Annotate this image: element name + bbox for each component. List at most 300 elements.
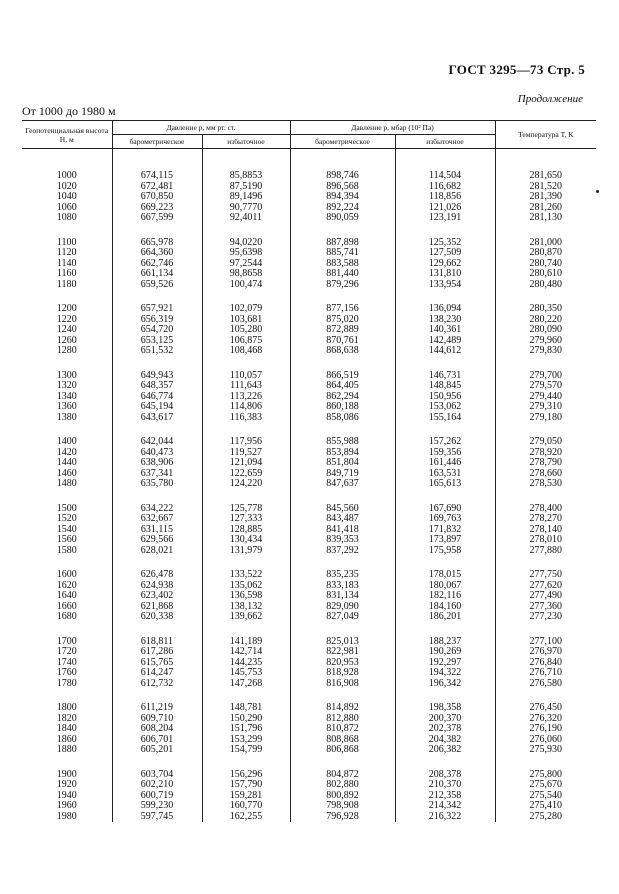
barometric-mmhg-cell: 642,044 bbox=[112, 437, 202, 448]
table-row bbox=[22, 280, 596, 291]
spacer-cell bbox=[22, 357, 112, 371]
excess-mbar-cell: 131,810 bbox=[395, 269, 495, 280]
excess-mbar-cell: 178,015 bbox=[395, 570, 495, 581]
table-row bbox=[22, 546, 596, 557]
excess-mbar-cell: 212,358 bbox=[395, 791, 495, 802]
temperature-cell: 281,390 bbox=[495, 192, 596, 203]
height-cell: 1060 bbox=[22, 203, 112, 214]
height-cell: 1900 bbox=[22, 770, 112, 781]
group-spacer bbox=[22, 689, 596, 703]
excess-mbar-cell: 146,731 bbox=[395, 371, 495, 382]
excess-mbar-cell: 202,378 bbox=[395, 724, 495, 735]
excess-mmhg-cell: 133,522 bbox=[202, 570, 290, 581]
height-cell: 1400 bbox=[22, 437, 112, 448]
spacer-cell bbox=[202, 290, 290, 304]
spacer-cell bbox=[395, 623, 495, 637]
excess-mbar-cell: 114,504 bbox=[395, 171, 495, 182]
barometric-mbar-cell: 868,638 bbox=[290, 346, 395, 357]
table-row bbox=[22, 735, 596, 746]
excess-mbar-cell: 188,237 bbox=[395, 637, 495, 648]
barometric-mmhg-cell: 618,811 bbox=[112, 637, 202, 648]
excess-mbar-cell: 171,832 bbox=[395, 525, 495, 536]
excess-mbar-cell: 169,763 bbox=[395, 514, 495, 525]
height-cell: 1680 bbox=[22, 612, 112, 623]
spacer-cell bbox=[112, 556, 202, 570]
temperature-cell: 277,620 bbox=[495, 581, 596, 592]
table-row bbox=[22, 504, 596, 515]
temperature-cell: 275,540 bbox=[495, 791, 596, 802]
barometric-mmhg-cell: 629,566 bbox=[112, 535, 202, 546]
barometric-mmhg-cell: 628,021 bbox=[112, 546, 202, 557]
excess-mbar-cell: 182,116 bbox=[395, 591, 495, 602]
barometric-mmhg-cell: 624,938 bbox=[112, 581, 202, 592]
barometric-mbar-cell: 896,568 bbox=[290, 182, 395, 193]
table-row bbox=[22, 336, 596, 347]
excess-mbar-cell: 144,612 bbox=[395, 346, 495, 357]
sub-excess-mmhg: избыточное bbox=[202, 135, 290, 149]
excess-mmhg-cell: 128,885 bbox=[202, 525, 290, 536]
spacer-cell bbox=[395, 756, 495, 770]
excess-mbar-cell: 142,489 bbox=[395, 336, 495, 347]
doc-code: ГОСТ 3295—73 bbox=[448, 62, 544, 77]
table-row bbox=[22, 647, 596, 658]
excess-mbar-cell: 129,662 bbox=[395, 259, 495, 270]
barometric-mmhg-cell: 623,402 bbox=[112, 591, 202, 602]
temperature-cell: 278,270 bbox=[495, 514, 596, 525]
barometric-mmhg-cell: 674,115 bbox=[112, 171, 202, 182]
temperature-cell: 280,090 bbox=[495, 325, 596, 336]
barometric-mmhg-cell: 635,780 bbox=[112, 479, 202, 490]
spacer-cell bbox=[22, 623, 112, 637]
barometric-mbar-cell: 808,868 bbox=[290, 735, 395, 746]
barometric-mbar-cell: 892,224 bbox=[290, 203, 395, 214]
spacer-cell bbox=[22, 490, 112, 504]
table-row bbox=[22, 371, 596, 382]
table-row bbox=[22, 325, 596, 336]
height-cell: 1740 bbox=[22, 658, 112, 669]
height-cell: 1820 bbox=[22, 714, 112, 725]
barometric-mmhg-cell: 621,868 bbox=[112, 602, 202, 613]
excess-mbar-cell: 136,094 bbox=[395, 304, 495, 315]
excess-mmhg-cell: 141,189 bbox=[202, 637, 290, 648]
temperature-cell: 280,870 bbox=[495, 248, 596, 259]
temperature-cell: 276,060 bbox=[495, 735, 596, 746]
group-mmhg-header: Давление p, мм рт. ст. bbox=[112, 121, 290, 135]
excess-mmhg-cell: 108,468 bbox=[202, 346, 290, 357]
group-spacer bbox=[22, 423, 596, 437]
barometric-mmhg-cell: 648,357 bbox=[112, 381, 202, 392]
excess-mmhg-cell: 157,790 bbox=[202, 780, 290, 791]
barometric-mmhg-cell: 656,319 bbox=[112, 315, 202, 326]
barometric-mbar-cell: 822,981 bbox=[290, 647, 395, 658]
spacer-cell bbox=[202, 756, 290, 770]
barometric-mbar-cell: 890,059 bbox=[290, 213, 395, 224]
spacer-cell bbox=[495, 357, 596, 371]
table-row bbox=[22, 469, 596, 480]
excess-mmhg-cell: 114,806 bbox=[202, 402, 290, 413]
excess-mmhg-cell: 111,643 bbox=[202, 381, 290, 392]
spacer-cell bbox=[495, 756, 596, 770]
height-cell: 1420 bbox=[22, 448, 112, 459]
excess-mbar-cell: 161,446 bbox=[395, 458, 495, 469]
table-row bbox=[22, 591, 596, 602]
spacer-cell bbox=[290, 290, 395, 304]
temperature-cell: 278,920 bbox=[495, 448, 596, 459]
barometric-mbar-cell: 849,719 bbox=[290, 469, 395, 480]
excess-mmhg-cell: 160,770 bbox=[202, 801, 290, 812]
table-body bbox=[22, 149, 596, 823]
barometric-mbar-cell: 835,235 bbox=[290, 570, 395, 581]
spacer-cell bbox=[495, 290, 596, 304]
height-cell: 1660 bbox=[22, 602, 112, 613]
temperature-cell: 276,580 bbox=[495, 679, 596, 690]
table-row bbox=[22, 437, 596, 448]
temperature-cell: 277,230 bbox=[495, 612, 596, 623]
height-cell: 1340 bbox=[22, 392, 112, 403]
barometric-mbar-cell: 843,487 bbox=[290, 514, 395, 525]
barometric-mmhg-cell: 600,719 bbox=[112, 791, 202, 802]
page-label: Стр. 5 bbox=[547, 62, 585, 77]
excess-mbar-cell: 204,382 bbox=[395, 735, 495, 746]
table-row bbox=[22, 413, 596, 424]
barometric-mbar-cell: 894,394 bbox=[290, 192, 395, 203]
barometric-mmhg-cell: 643,617 bbox=[112, 413, 202, 424]
spacer-cell bbox=[290, 224, 395, 238]
excess-mmhg-cell: 98,8658 bbox=[202, 269, 290, 280]
temperature-cell: 281,130 bbox=[495, 213, 596, 224]
spacer-cell bbox=[290, 556, 395, 570]
spacer-cell bbox=[395, 224, 495, 238]
excess-mmhg-cell: 136,598 bbox=[202, 591, 290, 602]
barometric-mmhg-cell: 653,125 bbox=[112, 336, 202, 347]
excess-mmhg-cell: 103,681 bbox=[202, 315, 290, 326]
excess-mbar-cell: 210,370 bbox=[395, 780, 495, 791]
barometric-mbar-cell: 879,296 bbox=[290, 280, 395, 291]
barometric-mmhg-cell: 664,360 bbox=[112, 248, 202, 259]
height-cell: 1520 bbox=[22, 514, 112, 525]
barometric-mmhg-cell: 599,230 bbox=[112, 801, 202, 812]
excess-mmhg-cell: 90,7770 bbox=[202, 203, 290, 214]
temperature-cell: 275,410 bbox=[495, 801, 596, 812]
barometric-mmhg-cell: 611,219 bbox=[112, 703, 202, 714]
barometric-mbar-cell: 800,892 bbox=[290, 791, 395, 802]
table-row bbox=[22, 535, 596, 546]
group-spacer bbox=[22, 556, 596, 570]
table-row bbox=[22, 458, 596, 469]
height-cell: 1540 bbox=[22, 525, 112, 536]
spacer-cell bbox=[495, 490, 596, 504]
temperature-cell: 279,960 bbox=[495, 336, 596, 347]
height-cell: 1980 bbox=[22, 812, 112, 823]
group-spacer bbox=[22, 224, 596, 238]
excess-mmhg-cell: 117,956 bbox=[202, 437, 290, 448]
barometric-mbar-cell: 837,292 bbox=[290, 546, 395, 557]
barometric-mmhg-cell: 654,720 bbox=[112, 325, 202, 336]
temperature-cell: 279,050 bbox=[495, 437, 596, 448]
spacer-cell bbox=[495, 689, 596, 703]
temperature-cell: 277,490 bbox=[495, 591, 596, 602]
excess-mbar-cell: 163,531 bbox=[395, 469, 495, 480]
excess-mbar-cell: 216,322 bbox=[395, 812, 495, 823]
page-header bbox=[449, 62, 586, 78]
temperature-cell: 276,320 bbox=[495, 714, 596, 725]
height-cell: 1880 bbox=[22, 745, 112, 756]
temperature-cell: 277,750 bbox=[495, 570, 596, 581]
spacer-cell bbox=[22, 689, 112, 703]
excess-mmhg-cell: 147,268 bbox=[202, 679, 290, 690]
excess-mmhg-cell: 85,8853 bbox=[202, 171, 290, 182]
excess-mmhg-cell: 113,226 bbox=[202, 392, 290, 403]
table-row bbox=[22, 346, 596, 357]
barometric-mmhg-cell: 615,765 bbox=[112, 658, 202, 669]
col-height-header: Геопотенциальная высота H, м bbox=[22, 121, 112, 149]
barometric-mbar-cell: 802,880 bbox=[290, 780, 395, 791]
barometric-mbar-cell: 839,353 bbox=[290, 535, 395, 546]
excess-mmhg-cell: 127,333 bbox=[202, 514, 290, 525]
table-row bbox=[22, 745, 596, 756]
barometric-mbar-cell: 870,761 bbox=[290, 336, 395, 347]
table-row bbox=[22, 714, 596, 725]
barometric-mbar-cell: 806,868 bbox=[290, 745, 395, 756]
temperature-cell: 277,360 bbox=[495, 602, 596, 613]
spacer-cell bbox=[290, 149, 395, 172]
barometric-mbar-cell: 845,560 bbox=[290, 504, 395, 515]
temperature-cell: 281,520 bbox=[495, 182, 596, 193]
barometric-mbar-cell: 833,183 bbox=[290, 581, 395, 592]
spacer-cell bbox=[290, 623, 395, 637]
spacer-cell bbox=[290, 490, 395, 504]
barometric-mmhg-cell: 638,906 bbox=[112, 458, 202, 469]
temperature-cell: 275,930 bbox=[495, 745, 596, 756]
height-cell: 1960 bbox=[22, 801, 112, 812]
col-temp-header: Температура T, К bbox=[495, 121, 596, 149]
temperature-cell: 280,610 bbox=[495, 269, 596, 280]
spacer-cell bbox=[22, 290, 112, 304]
spacer-cell bbox=[290, 357, 395, 371]
table-row bbox=[22, 402, 596, 413]
barometric-mbar-cell: 818,928 bbox=[290, 668, 395, 679]
spacer-cell bbox=[112, 490, 202, 504]
barometric-mbar-cell: 796,928 bbox=[290, 812, 395, 823]
table-row bbox=[22, 259, 596, 270]
barometric-mmhg-cell: 665,978 bbox=[112, 238, 202, 249]
spacer-cell bbox=[112, 357, 202, 371]
barometric-mbar-cell: 860,188 bbox=[290, 402, 395, 413]
excess-mmhg-cell: 106,875 bbox=[202, 336, 290, 347]
temperature-cell: 279,830 bbox=[495, 346, 596, 357]
table-row bbox=[22, 668, 596, 679]
table-row bbox=[22, 791, 596, 802]
barometric-mmhg-cell: 657,921 bbox=[112, 304, 202, 315]
excess-mmhg-cell: 119,527 bbox=[202, 448, 290, 459]
excess-mmhg-cell: 154,799 bbox=[202, 745, 290, 756]
height-cell: 1700 bbox=[22, 637, 112, 648]
spacer-cell bbox=[22, 423, 112, 437]
barometric-mmhg-cell: 634,222 bbox=[112, 504, 202, 515]
excess-mmhg-cell: 89,1496 bbox=[202, 192, 290, 203]
excess-mmhg-cell: 105,280 bbox=[202, 325, 290, 336]
barometric-mbar-cell: 814,892 bbox=[290, 703, 395, 714]
temperature-cell: 278,530 bbox=[495, 479, 596, 490]
temperature-cell: 276,710 bbox=[495, 668, 596, 679]
spacer-cell bbox=[495, 623, 596, 637]
table-row bbox=[22, 304, 596, 315]
temperature-cell: 276,190 bbox=[495, 724, 596, 735]
spacer-cell bbox=[202, 357, 290, 371]
barometric-mmhg-cell: 669,223 bbox=[112, 203, 202, 214]
excess-mbar-cell: 127,509 bbox=[395, 248, 495, 259]
excess-mmhg-cell: 100,474 bbox=[202, 280, 290, 291]
barometric-mbar-cell: 847,637 bbox=[290, 479, 395, 490]
table-row bbox=[22, 812, 596, 823]
height-cell: 1260 bbox=[22, 336, 112, 347]
table-row bbox=[22, 269, 596, 280]
table-row bbox=[22, 192, 596, 203]
barometric-mbar-cell: 858,086 bbox=[290, 413, 395, 424]
barometric-mmhg-cell: 672,481 bbox=[112, 182, 202, 193]
spacer-cell bbox=[495, 149, 596, 172]
excess-mbar-cell: 140,361 bbox=[395, 325, 495, 336]
height-cell: 1000 bbox=[22, 171, 112, 182]
atmosphere-table bbox=[22, 120, 596, 822]
table-row bbox=[22, 679, 596, 690]
excess-mbar-cell: 121,026 bbox=[395, 203, 495, 214]
barometric-mmhg-cell: 620,338 bbox=[112, 612, 202, 623]
sub-excess-mbar: избыточное bbox=[395, 135, 495, 149]
excess-mmhg-cell: 92,4011 bbox=[202, 213, 290, 224]
table-row bbox=[22, 213, 596, 224]
barometric-mmhg-cell: 637,341 bbox=[112, 469, 202, 480]
excess-mbar-cell: 175,958 bbox=[395, 546, 495, 557]
spacer-cell bbox=[290, 423, 395, 437]
table-row bbox=[22, 780, 596, 791]
excess-mmhg-cell: 159,281 bbox=[202, 791, 290, 802]
spacer-cell bbox=[202, 623, 290, 637]
height-cell: 1380 bbox=[22, 413, 112, 424]
excess-mmhg-cell: 124,220 bbox=[202, 479, 290, 490]
height-cell: 1780 bbox=[22, 679, 112, 690]
excess-mmhg-cell: 87,5190 bbox=[202, 182, 290, 193]
table-row bbox=[22, 724, 596, 735]
excess-mbar-cell: 190,269 bbox=[395, 647, 495, 658]
group-mbar-header: Давление p, мбар (10² Па) bbox=[290, 121, 495, 135]
spacer-cell bbox=[202, 149, 290, 172]
excess-mmhg-cell: 116,383 bbox=[202, 413, 290, 424]
temperature-cell: 276,970 bbox=[495, 647, 596, 658]
table-row bbox=[22, 171, 596, 182]
excess-mbar-cell: 165,613 bbox=[395, 479, 495, 490]
excess-mmhg-cell: 94,0220 bbox=[202, 238, 290, 249]
excess-mmhg-cell: 148,781 bbox=[202, 703, 290, 714]
excess-mbar-cell: 123,191 bbox=[395, 213, 495, 224]
spacer-cell bbox=[22, 224, 112, 238]
barometric-mbar-cell: 885,741 bbox=[290, 248, 395, 259]
excess-mmhg-cell: 151,796 bbox=[202, 724, 290, 735]
height-cell: 1500 bbox=[22, 504, 112, 515]
barometric-mbar-cell: 881,440 bbox=[290, 269, 395, 280]
height-cell: 1800 bbox=[22, 703, 112, 714]
temperature-cell: 280,220 bbox=[495, 315, 596, 326]
barometric-mbar-cell: 825,013 bbox=[290, 637, 395, 648]
excess-mbar-cell: 167,690 bbox=[395, 504, 495, 515]
spacer-cell bbox=[112, 623, 202, 637]
table-row bbox=[22, 479, 596, 490]
excess-mbar-cell: 184,160 bbox=[395, 602, 495, 613]
range-title: От 1000 до 1980 м bbox=[22, 104, 116, 118]
barometric-mbar-cell: 798,908 bbox=[290, 801, 395, 812]
height-cell: 1320 bbox=[22, 381, 112, 392]
table-row bbox=[22, 637, 596, 648]
barometric-mmhg-cell: 603,704 bbox=[112, 770, 202, 781]
excess-mmhg-cell: 145,753 bbox=[202, 668, 290, 679]
barometric-mmhg-cell: 617,286 bbox=[112, 647, 202, 658]
barometric-mmhg-cell: 614,247 bbox=[112, 668, 202, 679]
temperature-cell: 276,840 bbox=[495, 658, 596, 669]
sub-barometric-mbar: барометрическое bbox=[290, 135, 395, 149]
temperature-cell: 275,800 bbox=[495, 770, 596, 781]
height-cell: 1860 bbox=[22, 735, 112, 746]
table-row bbox=[22, 570, 596, 581]
continuation-label: Продолжение bbox=[517, 93, 583, 105]
spacer-cell bbox=[495, 423, 596, 437]
temperature-cell: 278,790 bbox=[495, 458, 596, 469]
excess-mmhg-cell: 156,296 bbox=[202, 770, 290, 781]
height-cell: 1100 bbox=[22, 238, 112, 249]
spacer-cell bbox=[202, 490, 290, 504]
temperature-cell: 279,570 bbox=[495, 381, 596, 392]
excess-mbar-cell: 150,956 bbox=[395, 392, 495, 403]
temperature-cell: 280,480 bbox=[495, 280, 596, 291]
height-cell: 1280 bbox=[22, 346, 112, 357]
height-cell: 1920 bbox=[22, 780, 112, 791]
temperature-cell: 278,140 bbox=[495, 525, 596, 536]
height-cell: 1760 bbox=[22, 668, 112, 679]
barometric-mmhg-cell: 661,134 bbox=[112, 269, 202, 280]
height-cell: 1240 bbox=[22, 325, 112, 336]
spacer-cell bbox=[202, 423, 290, 437]
table-row bbox=[22, 381, 596, 392]
table-row bbox=[22, 612, 596, 623]
barometric-mmhg-cell: 612,732 bbox=[112, 679, 202, 690]
temperature-cell: 281,260 bbox=[495, 203, 596, 214]
excess-mbar-cell: 208,378 bbox=[395, 770, 495, 781]
table-row bbox=[22, 238, 596, 249]
excess-mmhg-cell: 138,132 bbox=[202, 602, 290, 613]
spacer-cell bbox=[112, 689, 202, 703]
table-row bbox=[22, 770, 596, 781]
excess-mbar-cell: 153,062 bbox=[395, 402, 495, 413]
spacer-cell bbox=[112, 149, 202, 172]
group-spacer bbox=[22, 357, 596, 371]
height-cell: 1560 bbox=[22, 535, 112, 546]
temperature-cell: 276,450 bbox=[495, 703, 596, 714]
barometric-mmhg-cell: 649,943 bbox=[112, 371, 202, 382]
height-cell: 1140 bbox=[22, 259, 112, 270]
spacer-cell bbox=[395, 149, 495, 172]
spacer-cell bbox=[112, 423, 202, 437]
height-cell: 1360 bbox=[22, 402, 112, 413]
barometric-mmhg-cell: 640,473 bbox=[112, 448, 202, 459]
height-cell: 1940 bbox=[22, 791, 112, 802]
table-row bbox=[22, 392, 596, 403]
spacer-cell bbox=[290, 756, 395, 770]
spacer-cell bbox=[22, 556, 112, 570]
barometric-mbar-cell: 862,294 bbox=[290, 392, 395, 403]
temperature-cell: 281,650 bbox=[495, 171, 596, 182]
temperature-cell: 277,880 bbox=[495, 546, 596, 557]
temperature-cell: 278,660 bbox=[495, 469, 596, 480]
excess-mmhg-cell: 139,662 bbox=[202, 612, 290, 623]
